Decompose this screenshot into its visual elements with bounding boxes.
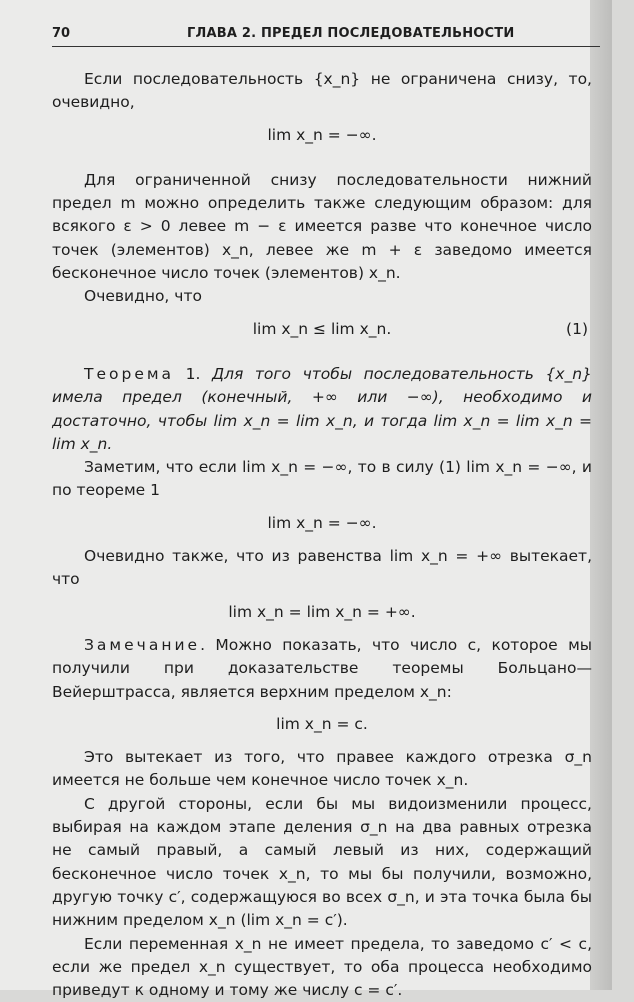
- equation-3: lim x_n = −∞.: [52, 512, 592, 535]
- equation-2-body: lim x_n ≤ lim x_n.: [253, 320, 392, 338]
- theorem-number: 1.: [186, 365, 201, 383]
- remark: Замечание. Можно показать, что число c, которое мы получили при доказательстве теоремы Больцано—Вейерштрасса, является верхним пределом x_n:: [52, 634, 592, 704]
- equation-1: lim x_n = −∞.: [52, 124, 592, 147]
- paragraph-5: Очевидно также, что из равенства lim x_n = +∞ вытекает, что: [52, 545, 592, 592]
- paragraph-3: Очевидно, что: [52, 285, 592, 308]
- running-title: ГЛАВА 2. ПРЕДЕЛ ПОСЛЕДОВАТЕЛЬНОСТИ: [187, 26, 514, 41]
- paragraph-4: Заметим, что если lim x_n = −∞, то в силу (1) lim x_n = −∞, и по теореме 1: [52, 456, 592, 503]
- equation-4: lim x_n = lim x_n = +∞.: [52, 601, 592, 624]
- page-number: 70: [52, 26, 70, 41]
- theorem-1: [52, 363, 592, 456]
- page-edge: [590, 0, 612, 990]
- page-body: [52, 68, 592, 1002]
- paragraph-7: С другой стороны, если бы мы видоизменили процесс, выбирая на каждом этапе деления σ_n на два равных отрезка не самый правый, а самый левый из них, содержащий бесконечное число точек x_n, то мы бы получили, возможно, другую точку c′, содержащуюся во всех σ_n, и эта точка была бы нижним пределом x_n (lim x_n = c′).: [52, 793, 592, 933]
- paragraph-1-text: Если последовательность {x_n} не ограничена снизу, то, очевидно,: [52, 70, 592, 111]
- paragraph-6: Это вытекает из того, что правее каждого отрезка σ_n имеется не больше чем конечное число точек x_n.: [52, 746, 592, 793]
- paragraph-8: Если переменная x_n не имеет предела, то заведомо c′ < c, если же предел x_n существует, то оба процесса необходимо приведут к одному и тому же числу c = c′.: [52, 933, 592, 1002]
- equation-2-number: (1): [566, 318, 588, 341]
- remark-text: Можно показать, что число c, которое мы получили при доказательстве теоремы Больцано—Вейерштрасса, является верхним пределом x_n:: [52, 636, 592, 701]
- equation-2: [52, 318, 592, 341]
- paragraph-2: Для ограниченной снизу последовательности нижний предел m можно определить также следующим образом: для всякого ε > 0 левее m − ε имеется разве что конечное число точек (элементов) x_n, левее же m + ε заведомо имеется бесконечное число точек (элементов) x_n.: [52, 169, 592, 285]
- paragraph-1: [52, 68, 592, 115]
- remark-label: Замечание: [84, 636, 200, 654]
- equation-5: lim x_n = c.: [52, 713, 592, 736]
- header-rule: [52, 46, 600, 47]
- theorem-text: Для того чтобы последовательность {x_n} имела предел (конечный, +∞ или −∞), необходимо и достаточно, чтобы lim x_n = lim x_n, и тогда lim x_n = lim x_n = lim x_n.: [52, 365, 592, 453]
- theorem-label: Теорема: [84, 365, 174, 383]
